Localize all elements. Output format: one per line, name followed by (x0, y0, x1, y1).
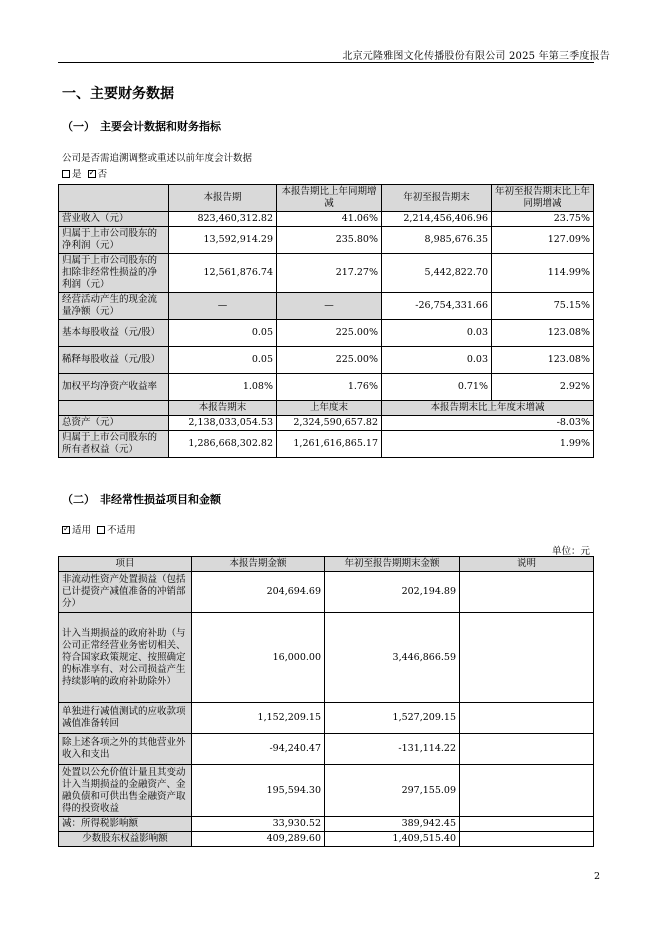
row-label-cell: 单独进行减值测试的应收款项减值准备转回 (59, 703, 192, 734)
subsection-label: 主要会计数据和财务指标 (100, 120, 221, 133)
value-cell: 0.05 (169, 320, 277, 347)
table-row (59, 613, 594, 703)
value-cell: 1.08% (169, 374, 277, 401)
subsection-number: （一） (62, 120, 95, 133)
row-label-cell: 归属于上市公司股东的扣除非经常性损益的净利润（元） (59, 254, 169, 293)
value-cell: 2.92% (492, 374, 594, 401)
value-cell: -94,240.47 (192, 734, 325, 765)
row-label-cell: 处置以公允价值计量且其变动计入当期损益的金融资产、金融负债和可供出售金融资产取得的投资收益 (59, 765, 192, 817)
value-cell: 1,286,668,302.82 (169, 431, 277, 458)
subsection-title-accounting-data (62, 118, 221, 134)
value-cell: -131,114.22 (325, 734, 460, 765)
restate-no-label: 否 (97, 169, 108, 180)
table-row (59, 347, 594, 374)
table-header-cell: 本报告期末 (169, 401, 277, 416)
not-apply-checkbox[interactable] (97, 526, 105, 534)
row-label-cell: 基本每股收益（元/股） (59, 320, 169, 347)
value-cell: 123.08% (492, 320, 594, 347)
table-header-cell: 本报告期末比上年度末增减 (382, 401, 594, 416)
note-cell (460, 817, 594, 832)
table-row (59, 431, 594, 458)
apply-options (62, 522, 136, 536)
value-cell: 0.71% (382, 374, 492, 401)
note-cell (460, 734, 594, 765)
table-header-cell: 本报告期 (169, 185, 277, 212)
value-cell: 13,592,914.29 (169, 227, 277, 254)
row-label-cell: 计入当期损益的政府补助（与公司正常经营业务密切相关、符合国家政策规定、按照确定的标准享有、对公司损益产生持续影响的政府补助除外） (59, 613, 192, 703)
table-row (59, 374, 594, 401)
value-cell: 127.09% (492, 227, 594, 254)
row-label-cell: 归属于上市公司股东的所有者权益（元） (59, 431, 169, 458)
note-cell (460, 765, 594, 817)
row-label-cell: 少数股东权益影响额 (59, 832, 192, 847)
value-cell: 1,409,515.40 (325, 832, 460, 847)
table-row (59, 320, 594, 347)
value-cell: 0.05 (169, 347, 277, 374)
restate-question: 公司是否需追溯调整或重述以前年度会计数据 (62, 153, 253, 164)
value-cell: 823,460,312.82 (169, 212, 277, 227)
key-financial-data-table (58, 184, 594, 458)
table-row (59, 765, 594, 817)
table-row (59, 227, 594, 254)
value-cell: 33,930.52 (192, 817, 325, 832)
table-row (59, 572, 594, 613)
value-cell: 1.76% (277, 374, 382, 401)
table-header-cell (59, 401, 169, 416)
table-header-row (59, 557, 594, 572)
row-label-cell: 经营活动产生的现金流量净额（元） (59, 293, 169, 320)
row-label-cell: 稀释每股收益（元/股） (59, 347, 169, 374)
value-cell: 1.99% (382, 431, 594, 458)
non-recurring-items-table (58, 556, 594, 847)
value-cell: 2,324,590,657.82 (277, 416, 382, 431)
table-row (59, 734, 594, 765)
not-apply-label: 不适用 (107, 525, 136, 536)
value-cell: 75.15% (492, 293, 594, 320)
table-row (59, 416, 594, 431)
note-cell (460, 832, 594, 847)
apply-checkbox[interactable] (62, 526, 70, 534)
value-cell: 225.00% (277, 347, 382, 374)
value-cell: 0.03 (382, 320, 492, 347)
table-header-cell (59, 185, 169, 212)
row-label-cell: 归属于上市公司股东的净利润（元） (59, 227, 169, 254)
header-divider (58, 62, 594, 63)
value-cell: 235.80% (277, 227, 382, 254)
table-header-cell: 说明 (460, 557, 594, 572)
table-header-row (59, 185, 594, 212)
value-cell: 3,446,866.59 (325, 613, 460, 703)
restate-yes-checkbox[interactable] (62, 170, 70, 178)
table-header-cell: 年初至报告期期末金额 (325, 557, 460, 572)
value-cell: 5,442,822.70 (382, 254, 492, 293)
table-subheader-row (59, 401, 594, 416)
table-row (59, 817, 594, 832)
table-row (59, 293, 594, 320)
row-label-cell: 营业收入（元） (59, 212, 169, 227)
row-label-cell: 减：所得税影响额 (59, 817, 192, 832)
table-header-cell: 项目 (59, 557, 192, 572)
table-row (59, 703, 594, 734)
apply-label: 适用 (72, 525, 92, 536)
value-cell: 202,194.89 (325, 572, 460, 613)
page-number: 2 (593, 871, 600, 882)
value-cell: 12,561,876.74 (169, 254, 277, 293)
value-cell: 114.99% (492, 254, 594, 293)
subsection-label: 非经常性损益项目和金额 (100, 493, 221, 506)
unit-label: 单位：元 (551, 546, 590, 557)
value-cell: -8.03% (382, 416, 594, 431)
table-row (59, 832, 594, 847)
table-header-cell: 本报告期金额 (192, 557, 325, 572)
subsection-title-non-recurring (62, 491, 221, 507)
value-cell: 23.75% (492, 212, 594, 227)
table-header-cell: 本报告期比上年同期增减 (277, 185, 382, 212)
value-cell: — (169, 293, 277, 320)
value-cell: 41.06% (277, 212, 382, 227)
value-cell: 123.08% (492, 347, 594, 374)
row-label-cell: 总资产（元） (59, 416, 169, 431)
row-label-cell: 除上述各项之外的其他营业外收入和支出 (59, 734, 192, 765)
table-row (59, 212, 594, 227)
value-cell: 2,214,456,406.96 (382, 212, 492, 227)
table-header-cell: 年初至报告期末比上年同期增减 (492, 185, 594, 212)
value-cell: 217.27% (277, 254, 382, 293)
row-label-cell: 加权平均净资产收益率 (59, 374, 169, 401)
value-cell: 225.00% (277, 320, 382, 347)
restate-yes-label: 是 (72, 169, 82, 180)
value-cell: 389,942.45 (325, 817, 460, 832)
value-cell: 409,289.60 (192, 832, 325, 847)
subsection-number: （二） (62, 493, 95, 506)
value-cell: — (277, 293, 382, 320)
report-header-title: 北京元隆雅图文化传播股份有限公司 2025 年第三季度报告 (342, 51, 610, 62)
row-label-cell: 非流动性资产处置损益（包括已计提资产减值准备的冲销部分） (59, 572, 192, 613)
value-cell: 204,694.69 (192, 572, 325, 613)
note-cell (460, 572, 594, 613)
value-cell: 1,527,209.15 (325, 703, 460, 734)
table-header-cell: 年初至报告期末 (382, 185, 492, 212)
restate-no-checkbox[interactable] (88, 170, 96, 178)
value-cell: 2,138,033,054.53 (169, 416, 277, 431)
table-row (59, 254, 594, 293)
value-cell: 297,155.09 (325, 765, 460, 817)
note-cell (460, 613, 594, 703)
note-cell (460, 703, 594, 734)
value-cell: 16,000.00 (192, 613, 325, 703)
section-title-financial-data: 一、主要财务数据 (62, 86, 174, 102)
value-cell: 1,152,209.15 (192, 703, 325, 734)
value-cell: 1,261,616,865.17 (277, 431, 382, 458)
value-cell: 0.03 (382, 347, 492, 374)
table-header-cell: 上年度末 (277, 401, 382, 416)
restate-options (62, 166, 107, 180)
value-cell: 8,985,676.35 (382, 227, 492, 254)
value-cell: 195,594.30 (192, 765, 325, 817)
value-cell: -26,754,331.66 (382, 293, 492, 320)
